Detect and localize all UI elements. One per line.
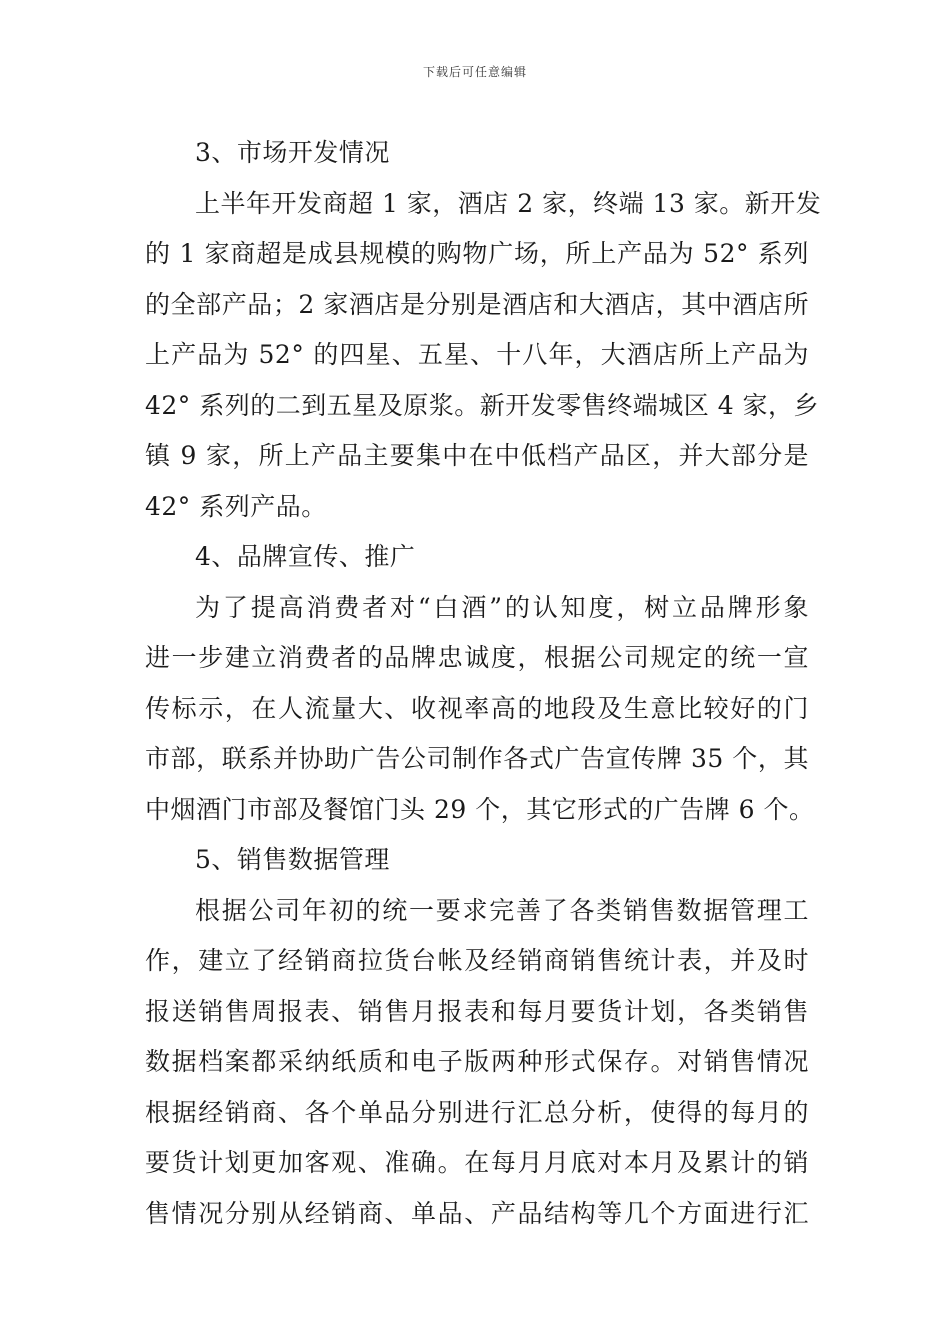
section-heading: 5、销售数据管理: [195, 845, 390, 874]
paragraph-line: 上半年开发商超 1 家，酒店 2 家，终端 13 家。新开发: [195, 188, 822, 218]
paragraph-line: 中烟酒门市部及餐馆门头 29 个，其它形式的广告牌 6 个。: [145, 794, 815, 824]
paragraph-line: 市部，联系并协助广告公司制作各式广告宣传牌 35 个，其: [145, 744, 809, 773]
document-body: [145, 128, 822, 1239]
section-brand-promotion: [145, 532, 815, 835]
section-heading: 4、品牌宣传、推广: [195, 542, 416, 571]
paragraph-line: 作，建立了经销商拉货台帐及经销商销售统计表，并及时: [145, 946, 809, 975]
paragraph-line: 的全部产品；2 家酒店是分别是酒店和大酒店，其中酒店所: [145, 289, 809, 319]
paragraph-line: 为了提高消费者对“白酒”的认知度，树立品牌形象: [195, 592, 809, 622]
paragraph-line: 要货计划更加客观、准确。在每月月底对本月及累计的销: [145, 1148, 809, 1177]
paragraph-line: 进一步建立消费者的品牌忠诚度，根据公司规定的统一宣: [145, 643, 809, 672]
paragraph-line: 42° 系列产品。: [145, 491, 327, 521]
paragraph-line: 数据档案都采纳纸质和电子版两种形式保存。对销售情况: [145, 1047, 809, 1076]
paragraph-line: 的 1 家商超是成县规模的购物广场，所上产品为 52° 系列: [145, 239, 809, 268]
paragraph-line: 售情况分别从经销商、单品、产品结构等几个方面进行汇: [145, 1198, 809, 1228]
section-market-development: [145, 128, 822, 532]
paragraph-line: 镇 9 家，所上产品主要集中在中低档产品区，并大部分是: [145, 441, 809, 470]
paragraph-line: 传标示，在人流量大、收视率高的地段及生意比较好的门: [145, 693, 809, 723]
paragraph-line: 根据公司年初的统一要求完善了各类销售数据管理工: [195, 895, 809, 925]
paragraph-line: 42° 系列的二到五星及原浆。新开发零售终端城区 4 家，乡: [145, 390, 820, 420]
paragraph-line: 根据经销商、各个单品分别进行汇总分析，使得的每月的: [145, 1097, 809, 1127]
paragraph-line: 报送销售周报表、销售月报表和每月要货计划，各类销售: [145, 996, 809, 1026]
section-sales-data-management: [145, 835, 809, 1239]
section-heading: 3、市场开发情况: [195, 138, 390, 167]
page-header: 下载后可任意编辑: [422, 65, 527, 79]
paragraph-line: 上产品为 52° 的四星、五星、十八年，大酒店所上产品为: [145, 340, 809, 369]
